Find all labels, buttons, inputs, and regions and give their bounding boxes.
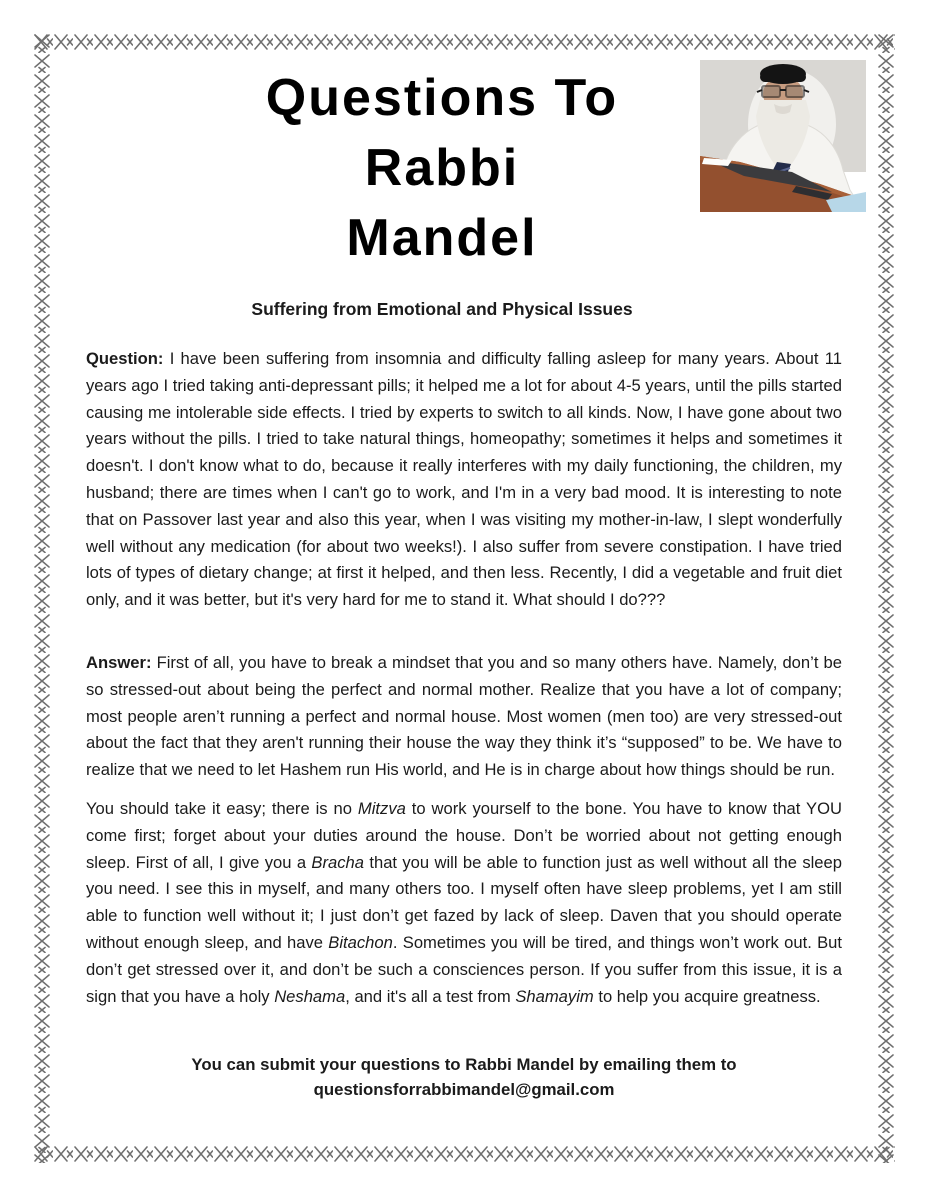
footer-instruction-line: You can submit your questions to Rabbi Mandel by emailing them to <box>191 1055 737 1075</box>
title-line-1: Questions To <box>265 69 619 127</box>
title-line-2: Rabbi <box>364 139 520 197</box>
border-right-stitch <box>877 33 895 1163</box>
question-paragraph: Question: I have been suffering from insomnia and difficulty falling asleep for many years. About 11 years ago I tried taking anti-depressant pills; it helped me a lot for about 4-5 years, until the pills started causing me intolerable side effects. I tried by experts to switch to all kinds. Now, I have gone about two years without the pills. I tried to take natural things, homeopathy; sometimes it helps and sometimes it doesn't. I don't know what to do, because it really interferes with my daily functioning, the children, my husband; there are times when I can't go to work, and I'm in a very bad mood. It is interesting to note that on Passover last year and also this year, when I was visiting my mother-in-law, I slept wonderfully well without any medication (for about two weeks!). I also suffer from severe constipation. I have tried lots of types of dietary change; at first it helped, and then less. Recently, I did a vegetable and fruit diet only, and it was better, but it's very hard for me to stand it. What should I do??? <box>86 349 842 610</box>
rabbi-portrait-icon <box>700 60 866 222</box>
border-left-stitch <box>33 33 51 1163</box>
answer-paragraph-1: Answer: First of all, you have to break a mindset that you and so many others have. Namely, don’t be so stressed-out about being the perfect and normal mother. Realize that you have a lot of company; most people aren’t running a perfect and normal house. Most women (men too) are very stressed-out about the fact that they aren't running their house the way they think it’s “supposed” to be. We have to realize that we need to let Hashem run His world, and He is in charge about how things should be run. <box>86 652 842 780</box>
title-line-3: Mandel <box>346 209 538 267</box>
footer-email: questionsforrabbimandel@gmail.com <box>313 1080 615 1100</box>
content-area <box>86 53 842 1145</box>
answer-paragraph-2: You should take it easy; there is no Mitzva to work yourself to the bone. You have to know that YOU come first; forget about your duties around the house. Don’t be worried about not getting enough sleep. First of all, I give you a Bracha that you will be able to function just as well without all the sleep you need. I see this in myself, and many others too. I myself often have sleep problems, yet I am still able to function well without it; I just don’t get fazed by lack of sleep. Daven that you should operate without enough sleep, and have Bitachon. Sometimes you will be tired, and things won’t work out. But don’t get stressed over it, and don’t be such a consciences person. If you suffer from this issue, it is a sign that you have a holy Neshama, and it's all a test from Shamayim to help you acquire greatness. <box>86 798 842 1006</box>
rabbi-mandel-photo <box>700 60 866 222</box>
border-bottom-stitch <box>33 1145 895 1163</box>
border-top-stitch <box>33 33 895 51</box>
submission-footer <box>86 1052 842 1102</box>
page-title <box>86 63 798 273</box>
article-subtitle: Suffering from Emotional and Physical Issues <box>251 299 633 319</box>
